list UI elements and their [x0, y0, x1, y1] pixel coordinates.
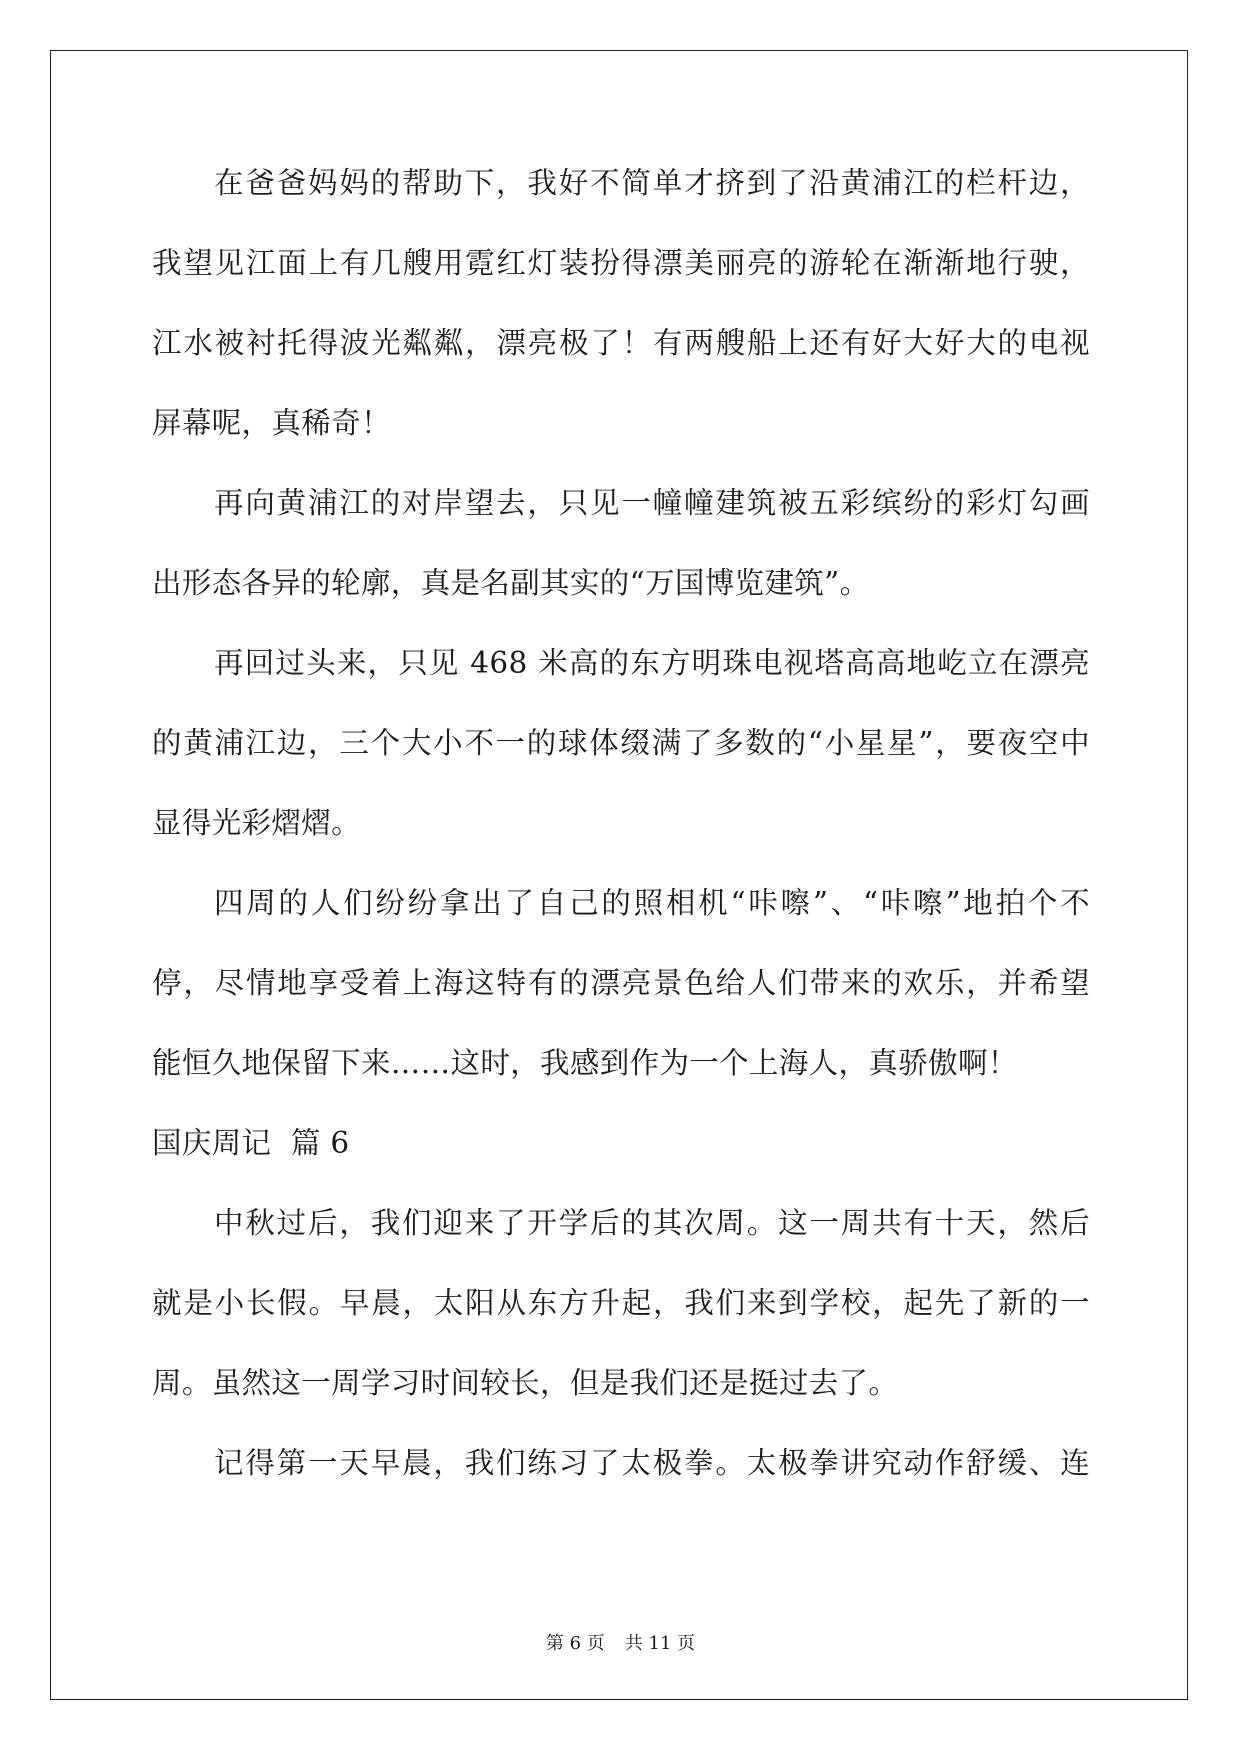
text-line: 记得第一天早晨，我们练习了太极拳。太极拳讲究动作舒缓、连: [214, 1446, 1090, 1480]
text-line: 能恒久地保留下来……这时，我感到作为一个上海人，真骄傲啊！: [152, 1046, 1018, 1080]
text-line: 再向黄浦江的对岸望去，只见一幢幢建筑被五彩缤纷的彩灯勾画: [214, 486, 1090, 520]
text-line: 停，尽情地享受着上海这特有的漂亮景色给人们带来的欢乐，并希望: [152, 966, 1090, 1000]
text-line: 在爸爸妈妈的帮助下，我好不简单才挤到了沿黄浦江的栏杆边，: [214, 166, 1090, 200]
text-line: 的黄浦江边，三个大小不一的球体缀满了多数的“小星星”，要夜空中: [152, 726, 1090, 760]
text-line: 出形态各异的轮廓，真是名副其实的“万国博览建筑”。: [152, 566, 870, 600]
text-line: 显得光彩熠熠。: [152, 806, 361, 840]
text-line: 中秋过后，我们迎来了开学后的其次周。这一周共有十天，然后: [214, 1206, 1090, 1240]
page-total: 共 11 页: [624, 1633, 696, 1654]
page-footer: [0, 1632, 1241, 1656]
text-line: 我望见江面上有几艘用霓红灯装扮得漂美丽亮的游轮在渐渐地行驶，: [152, 246, 1090, 280]
text-line: 屏幕呢，真稀奇！: [152, 406, 391, 440]
text-line: 就是小长假。早晨，太阳从东方升起，我们来到学校，起先了新的一: [152, 1286, 1090, 1320]
text-line: 江水被衬托得波光粼粼，漂亮极了！有两艘船上还有好大好大的电视: [152, 326, 1090, 360]
section-heading: 国庆周记 篇 6: [152, 1126, 350, 1160]
text-line: 周。虽然这一周学习时间较长，但是我们还是挺过去了。: [152, 1366, 899, 1400]
page-number: 第 6 页: [545, 1633, 605, 1654]
document-body: [152, 161, 1090, 1521]
text-line: 再回过头来，只见 468 米高的东方明珠电视塔高高地屹立在漂亮: [214, 646, 1090, 680]
text-line: 四周的人们纷纷拿出了自己的照相机“咔嚓”、“咔嚓”地拍个不: [214, 886, 1090, 920]
